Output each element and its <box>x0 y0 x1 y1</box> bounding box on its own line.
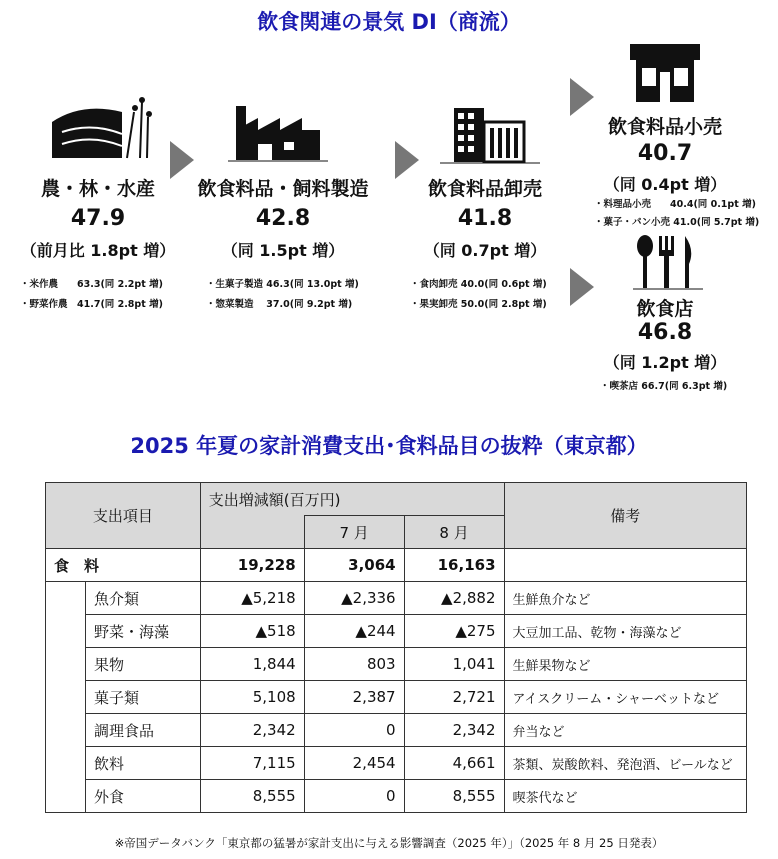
table-title: 2025 年夏の家計消費支出･食料品目の抜粋（東京都） <box>130 434 648 458</box>
row-july: 3,064 <box>304 549 404 582</box>
row-note: 大豆加工品、乾物・海藻など <box>504 615 746 648</box>
row-note: 弁当など <box>504 714 746 747</box>
table-row <box>46 747 747 780</box>
segment-retail-name: 飲食料品小売 <box>607 116 722 138</box>
row-august: ▲275 <box>404 615 504 648</box>
table-row <box>46 582 747 615</box>
row-label: 魚介類 <box>85 582 200 615</box>
row-label: 野菜・海藻 <box>85 615 200 648</box>
footnote: ※帝国データバンク「東京都の猛暑が家計支出に与える影響調査（2025 年）」（2025 年 8 月 25 日発表） <box>114 836 664 850</box>
row-august: 8,555 <box>404 780 504 813</box>
segment-retail-change: （同 0.4pt 増） <box>603 175 727 194</box>
segment-wholesale-value: 41.8 <box>457 206 513 231</box>
row-note: 茶類、炭酸飲料、発泡酒、ビールなど <box>504 747 746 780</box>
rice-field-icon <box>52 92 152 160</box>
table-row <box>46 615 747 648</box>
store-icon <box>628 42 702 104</box>
indent-cell <box>46 747 86 780</box>
row-july: 2,387 <box>304 681 404 714</box>
row-total: 19,228 <box>200 549 304 582</box>
segment-restaurant-change: （同 1.2pt 増） <box>603 353 727 372</box>
row-note <box>504 549 746 582</box>
building-icon <box>440 104 540 164</box>
row-july: 0 <box>304 714 404 747</box>
segment-agri-value: 47.9 <box>70 206 126 231</box>
row-label: 菓子類 <box>85 681 200 714</box>
row-note: アイスクリーム・シャーベットなど <box>504 681 746 714</box>
indent-cell <box>46 615 86 648</box>
row-july: ▲244 <box>304 615 404 648</box>
segment-mfg-change: （同 1.5pt 増） <box>221 241 345 260</box>
row-total: 7,115 <box>200 747 304 780</box>
row-label: 食 料 <box>46 549 201 582</box>
segment-wholesale-sub: ・果実卸売 50.0(同 2.8pt 増) <box>410 299 547 310</box>
header-note: 備考 <box>504 483 746 549</box>
segment-mfg-value: 42.8 <box>255 206 311 231</box>
segment-retail-sub: ・菓子・パン小売 41.0(同 5.7pt 増) <box>594 217 760 228</box>
row-total: 8,555 <box>200 780 304 813</box>
segment-agri-name: 農・林・水産 <box>40 178 155 200</box>
table-row <box>46 714 747 747</box>
row-august: 1,041 <box>404 648 504 681</box>
segment-agri-sub: ・米作農 63.3(同 2.2pt 増) <box>20 279 163 290</box>
row-note: 生鮮魚介など <box>504 582 746 615</box>
indent-cell <box>46 582 86 615</box>
row-august: 4,661 <box>404 747 504 780</box>
row-total: ▲5,218 <box>200 582 304 615</box>
top-title: 飲食関連の景気 DI（商流） <box>257 10 521 34</box>
table-row <box>46 780 747 813</box>
segment-wholesale-change: （同 0.7pt 増） <box>423 241 547 260</box>
arrow-right-icon <box>570 78 594 116</box>
row-july: 2,454 <box>304 747 404 780</box>
cutlery-icon <box>633 234 703 290</box>
segment-restaurant-name: 飲食店 <box>636 298 694 320</box>
indent-cell <box>46 681 86 714</box>
table-row <box>46 648 747 681</box>
row-august: 16,163 <box>404 549 504 582</box>
indent-cell <box>46 648 86 681</box>
header-total: 支出増減額(百万円) <box>200 483 504 516</box>
row-note: 生鮮果物など <box>504 648 746 681</box>
row-note: 喫茶代など <box>504 780 746 813</box>
segment-agri-change: （前月比 1.8pt 増） <box>20 241 176 260</box>
segment-mfg-name: 飲食料品・飼料製造 <box>197 178 369 200</box>
factory-icon <box>228 100 328 162</box>
row-label: 果物 <box>85 648 200 681</box>
segment-restaurant-sub: ・喫茶店 66.7(同 6.3pt 増) <box>600 381 728 392</box>
row-total: 5,108 <box>200 681 304 714</box>
row-july: 0 <box>304 780 404 813</box>
row-label: 飲料 <box>85 747 200 780</box>
row-july: 803 <box>304 648 404 681</box>
segment-retail-sub: ・料理品小売 40.4(同 0.1pt 増) <box>594 199 756 210</box>
expenditure-table <box>45 482 747 813</box>
row-total: 2,342 <box>200 714 304 747</box>
segment-mfg-sub: ・惣菜製造 37.0(同 9.2pt 増) <box>206 299 353 310</box>
segment-wholesale-sub: ・食肉卸売 40.0(同 0.6pt 増) <box>410 279 547 290</box>
row-august: 2,721 <box>404 681 504 714</box>
row-august: ▲2,882 <box>404 582 504 615</box>
header-july: 7 月 <box>304 516 404 549</box>
row-label: 調理食品 <box>85 714 200 747</box>
row-total: 1,844 <box>200 648 304 681</box>
row-july: ▲2,336 <box>304 582 404 615</box>
row-august: 2,342 <box>404 714 504 747</box>
table-row <box>46 681 747 714</box>
segment-restaurant-value: 46.8 <box>637 320 693 345</box>
row-label: 外食 <box>85 780 200 813</box>
row-total: ▲518 <box>200 615 304 648</box>
indent-cell <box>46 780 86 813</box>
segment-wholesale-name: 飲食料品卸売 <box>427 178 542 200</box>
segment-mfg-sub: ・生菓子製造 46.3(同 13.0pt 増) <box>206 279 359 290</box>
header-august: 8 月 <box>404 516 504 549</box>
table-row-total <box>46 549 747 582</box>
header-item: 支出項目 <box>46 483 201 549</box>
segment-retail-value: 40.7 <box>637 141 693 166</box>
segment-agri-sub: ・野菜作農 41.7(同 2.8pt 増) <box>20 299 163 310</box>
indent-cell <box>46 714 86 747</box>
